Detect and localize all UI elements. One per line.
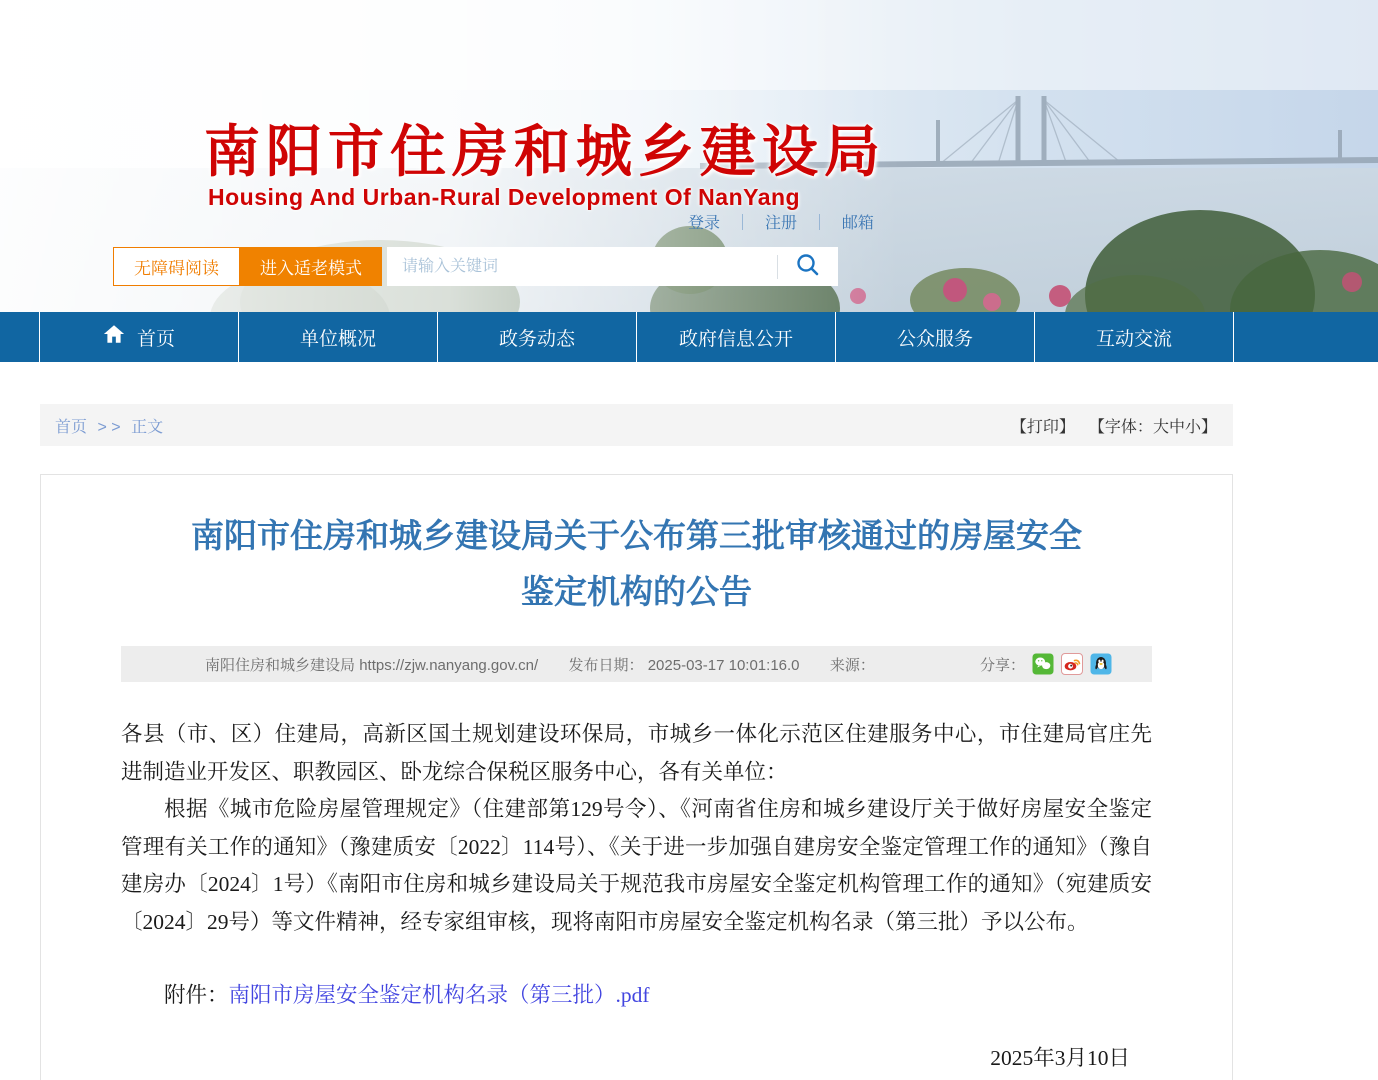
search-button[interactable] — [778, 247, 838, 286]
elder-mode-button[interactable]: 进入适老模式 — [240, 247, 382, 286]
attachment-pdf-link[interactable]: 南阳市房屋安全鉴定机构名录（第三批）.pdf — [228, 983, 650, 1007]
meta-source-label: 来源： — [829, 656, 875, 674]
search-icon — [795, 252, 821, 281]
article-card — [40, 474, 1233, 1080]
print-button[interactable]: 【打印】 — [1010, 418, 1075, 436]
account-separator: ｜ — [811, 215, 828, 232]
breadcrumb-home-link[interactable]: 首页 — [55, 418, 88, 436]
nav-item-label: 公众服务 — [896, 328, 973, 350]
nav-item-label: 单位概况 — [299, 328, 376, 350]
breadcrumb — [55, 414, 163, 437]
account-separator: ｜ — [734, 215, 751, 232]
banner-toolbar — [113, 247, 838, 286]
qq-icon[interactable] — [1090, 653, 1112, 675]
mailbox-link[interactable]: 邮箱 — [841, 215, 874, 232]
article-meta-text — [121, 654, 875, 675]
meta-site-url: https://zjw.nanyang.gov.cn/ — [359, 656, 539, 674]
nav-item-overview[interactable] — [239, 312, 438, 362]
font-size-small[interactable]: 小 — [1184, 418, 1201, 436]
article-meta-bar — [121, 646, 1152, 682]
nav-item-public-service[interactable] — [836, 312, 1035, 362]
attachment-label: 附件： — [164, 983, 229, 1007]
meta-publish-date: 2025-03-17 10:01:16.0 — [647, 656, 800, 674]
nav-item-label: 政务动态 — [498, 328, 575, 350]
meta-site-name: 南阳住房和城乡建设局 — [205, 656, 356, 674]
nav-item-home[interactable] — [40, 312, 239, 362]
article-title — [41, 508, 1232, 620]
share-group — [980, 653, 1152, 675]
account-links — [688, 210, 874, 233]
attachment-line — [121, 977, 1152, 1015]
meta-publish-date-label: 发布日期： — [568, 656, 644, 674]
font-size-prefix: 【字体： — [1088, 418, 1153, 436]
accessibility-reading-button[interactable]: 无障碍阅读 — [113, 247, 240, 286]
nav-right-pad — [1234, 312, 1378, 362]
paragraph-main: 根据《城市危险房屋管理规定》（住建部第129号令）、《河南省住房和城乡建设厅关于做好房屋安全鉴定管理有关工作的通知》（豫建质安〔2022〕114号）、《关于进一步加强自建房安全鉴定管理工作的通知》（豫自建房办〔2024〕1号）《南阳市住房和城乡建设局关于规范我市房屋安全鉴定机构管理工作的通知》（宛建质安〔2024〕29号）等文件精神，经专家组审核，现将南阳市房屋安全鉴定机构名录（第三批）予以公布。 — [121, 797, 1152, 934]
breadcrumb-separator: > > — [97, 418, 121, 436]
font-size-large[interactable]: 大 — [1152, 418, 1169, 436]
site-logo-title: 南阳市住房和城乡建设局 — [204, 120, 886, 183]
wechat-icon[interactable] — [1032, 653, 1054, 675]
font-size-medium[interactable]: 中 — [1168, 418, 1185, 436]
font-size-control — [1089, 414, 1217, 437]
article-title-line1: 南阳市住房和城乡建设局关于公布第三批审核通过的房屋安全 — [191, 517, 1082, 554]
font-size-suffix: 】 — [1200, 418, 1217, 436]
breadcrumb-bar — [40, 404, 1233, 446]
nav-item-interaction[interactable] — [1035, 312, 1234, 362]
site-logo-subtitle: Housing And Urban-Rural Development Of NanYang — [208, 184, 801, 210]
breadcrumb-current: 正文 — [131, 418, 164, 436]
share-label: 分享： — [979, 656, 1025, 674]
register-link[interactable]: 注册 — [764, 215, 797, 232]
nav-left-pad — [0, 312, 40, 362]
article-body — [121, 716, 1152, 1077]
search-box — [387, 247, 838, 286]
main-nav — [0, 312, 1378, 362]
nav-item-label: 政府信息公开 — [678, 328, 793, 350]
nav-item-gov-news[interactable] — [438, 312, 637, 362]
home-icon — [103, 323, 125, 351]
weibo-icon[interactable] — [1061, 653, 1083, 675]
login-link[interactable]: 登录 — [688, 215, 721, 232]
nav-item-label: 互动交流 — [1095, 328, 1172, 350]
page-tools — [1011, 414, 1217, 437]
nav-item-label: 首页 — [136, 328, 175, 350]
paragraph-salutation: 各县（市、区）住建局，高新区国土规划建设环保局，市城乡一体化示范区住建服务中心，市住建局官庄先进制造业开发区、职教园区、卧龙综合保税区服务中心，各有关单位： — [121, 722, 1152, 784]
search-input[interactable] — [387, 247, 777, 286]
article-title-line2: 鉴定机构的公告 — [521, 573, 752, 610]
sign-date: 2025年3月10日 — [990, 1045, 1130, 1070]
nav-item-info-disclosure[interactable] — [637, 312, 836, 362]
banner — [0, 0, 1378, 312]
